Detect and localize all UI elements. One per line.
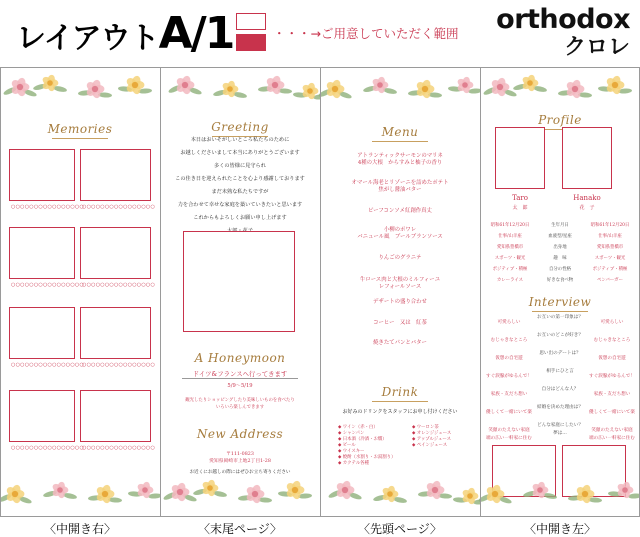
fold-line <box>0 67 1 516</box>
honeymoon-title: ドイツ&フランスへ行ってきます <box>192 370 288 378</box>
interview-row: むじゃきなところ お互いのどこが好き？ むじゃきなところ <box>490 333 631 343</box>
greeting-line: これからもよろしくお願い申し上げます <box>193 215 287 221</box>
interview-heading: Interview <box>480 295 640 312</box>
flower-border-icon <box>320 474 480 514</box>
caption-dots: ○○○○○○○○○○○○○○○○ <box>11 282 85 288</box>
bride-name-jp: 花 子 <box>579 205 595 211</box>
range-note: ・・・→ご用意していただく範囲 <box>273 26 459 41</box>
layout-title-prefix: レイアウト <box>16 21 159 56</box>
drink-list-left: ◆ ワイン（赤・白） ◆ シャンパン ◆ 日本酒（冷酒・お燗） ◆ ビール ◆ ウイスキー ◆ 焼酎（水割り・お湯割り） ◆ カクテル各種 <box>338 425 396 466</box>
caption-dots: ○○○○○○○○○○○○○○○○ <box>11 204 85 210</box>
menu-item: 焼きたてパンとバター <box>373 340 427 346</box>
greeting-heading: Greeting <box>160 120 320 137</box>
interview-row: 笑顔のたえない家庭 どんな家庭にしたい？ 笑顔のたえない家庭 <box>488 423 633 433</box>
photo-frame <box>80 227 151 279</box>
menu-heading: Menu <box>320 125 480 142</box>
greeting-line: まだ未熟な私たちですが <box>211 189 269 195</box>
photo-frame <box>183 231 295 332</box>
swatch-red <box>236 34 266 51</box>
greeting-line: 本日はおいそがしいところ私たちのために <box>190 137 290 143</box>
panel-inner-left <box>480 67 640 516</box>
photo-frame <box>80 307 151 359</box>
flower-border-icon <box>480 69 640 109</box>
profile-row: 仕事/山羊座 血液型/星座 仕事/山羊座 <box>498 234 622 239</box>
fold-line <box>320 67 321 516</box>
bride-photo-frame <box>562 127 612 189</box>
drink-heading: Drink <box>320 385 480 402</box>
panel-label-last-page: 〈末尾ページ〉 <box>198 522 282 536</box>
greeting-line: お越しくださいまして本当にありがとうございます <box>180 150 300 156</box>
menu-item: コーヒー 又は 紅茶 <box>373 320 427 326</box>
groom-name-en: Taro <box>512 194 528 202</box>
brand-label <box>496 4 630 60</box>
honeymoon-note: 観光したりショッピングしたり美味しいものを食べたり <box>185 398 295 403</box>
photo-frame <box>80 149 151 201</box>
flower-border-icon <box>0 474 160 514</box>
groom-photo-frame <box>495 127 545 189</box>
honeymoon-divider <box>182 378 298 379</box>
layout-title-code: A/1 <box>158 8 234 59</box>
fold-line <box>480 67 481 516</box>
profile-row: カレーライス 好きな食べ物 ペンバーガー <box>496 278 623 283</box>
flower-border-icon <box>160 474 320 514</box>
honeymoon-heading: A Honeymoon <box>194 351 286 365</box>
interview-row: 家族・友だち想い 自分はどんな人？ 家族・友だち想い <box>490 387 631 397</box>
menu-item: オマール海老とリゾーニを詰めたポテト 焦がし醤油バター <box>351 180 449 193</box>
panel-label-inner-left: 〈中開き左〉 <box>523 522 596 536</box>
drink-list-right: ◆ ウーロン茶 ◆ オレンジジュース ◆ アップルジュース ◆ ペインジュース <box>412 425 452 448</box>
interview-row: 端の広い一軒家に住む 夢は… 端の広い一軒家に住む <box>486 431 635 441</box>
trim-line <box>0 516 640 517</box>
caption-dots: ○○○○○○○○○○○○○○○○ <box>82 204 156 210</box>
bride-name-en: Hanako <box>573 194 601 202</box>
profile-row: 愛知県豊橋市 出身地 愛知県豊橋市 <box>496 245 624 250</box>
menu-item: デザートの盛り合わせ <box>373 299 427 305</box>
address-note: お近くにお越しの際にはぜひお立ち寄りください <box>189 470 291 475</box>
interview-row: すぐ涙腺がゆるんで！ 相手にひと言 すぐ涙腺がゆるんで！ <box>486 369 635 379</box>
photo-frame <box>9 149 75 201</box>
menu-item: りんごのグラニテ <box>378 255 422 261</box>
layout-title <box>16 8 233 59</box>
panel-first-page <box>320 67 480 516</box>
menu-item: 小柳のポワレ バニュール風 ブールブランソース <box>357 227 443 240</box>
caption-dots: ○○○○○○○○○○○○○○○○ <box>11 445 85 451</box>
photo-frame <box>9 390 75 442</box>
photo-frame <box>9 227 75 279</box>
honeymoon-note: いろいろ楽しんできます <box>215 405 265 410</box>
panel-label-first-page: 〈先頭ページ〉 <box>358 522 442 536</box>
profile-row: スポーツ・観光 趣 味 スポーツ・観光 <box>494 256 626 261</box>
interview-row: 優しくて一緒にいて楽 結婚を決めた理由は？ 優しくて一緒にいて楽 <box>486 405 635 415</box>
menu-item: ビーフコンソメ紅創作真丈 <box>368 208 432 214</box>
flower-border-icon <box>0 69 160 109</box>
groom-name-jp: 太 郎 <box>512 205 528 211</box>
memories-heading: Memories <box>0 122 160 139</box>
greeting-line: 力を合わせて幸せな家庭を築いていきたいと思います <box>177 202 303 208</box>
menu-item: アトランティックサーモンのマリネ 4種の大根 からすみと柚子の香り <box>357 153 443 166</box>
profile-row: ポジティブ・積極 自分の性格 ポジティブ・積極 <box>492 267 628 272</box>
caption-dots: ○○○○○○○○○○○○○○○○ <box>82 282 156 288</box>
honeymoon-date: 5/9～5/19 <box>227 383 253 389</box>
caption-dots: ○○○○○○○○○○○○○○○○ <box>82 445 156 451</box>
interview-row: 可愛らしい お互いの第一印象は？ 可愛らしい <box>497 315 624 325</box>
flower-border-icon <box>160 69 320 109</box>
greeting-line: 多くの皆様に見守られ <box>214 163 266 169</box>
drink-intro: お好みのドリンクをスタッフにお申し付けください <box>342 409 458 415</box>
profile-row: 昭和61年12月20日 生年月日 昭和61年12月20日 <box>490 223 630 228</box>
photo-frame <box>9 307 75 359</box>
caption-dots: ○○○○○○○○○○○○○○○○ <box>82 362 156 368</box>
zip-code: 〒111-0823 <box>226 452 254 457</box>
photo-frame <box>80 390 151 442</box>
flower-border-icon <box>480 474 640 514</box>
fold-line <box>160 67 161 516</box>
menu-item: 牛ロース肉と大根のミルフィーユ レフォールソース <box>359 277 441 290</box>
flower-border-icon <box>320 69 480 109</box>
new-address-heading: New Address <box>196 427 284 441</box>
brand-variant: クロレ <box>563 35 630 60</box>
panel-inner-right <box>0 67 160 516</box>
greeting-line: この佳き日を迎えられたことを心より感謝しております <box>175 176 305 182</box>
brand-name: orthodox <box>496 4 630 35</box>
interview-row: 仮想の自宅遊 思い出のデートは？ 仮想の自宅遊 <box>495 351 626 361</box>
caption-dots: ○○○○○○○○○○○○○○○○ <box>11 362 85 368</box>
panel-label-inner-right: 〈中開き右〉 <box>43 522 116 536</box>
swatch-white <box>236 13 266 30</box>
profile-heading: Profile <box>480 113 640 130</box>
panel-last-page <box>160 67 320 516</box>
address: 愛知県岡崎市上地2丁目1-28 <box>209 459 271 464</box>
